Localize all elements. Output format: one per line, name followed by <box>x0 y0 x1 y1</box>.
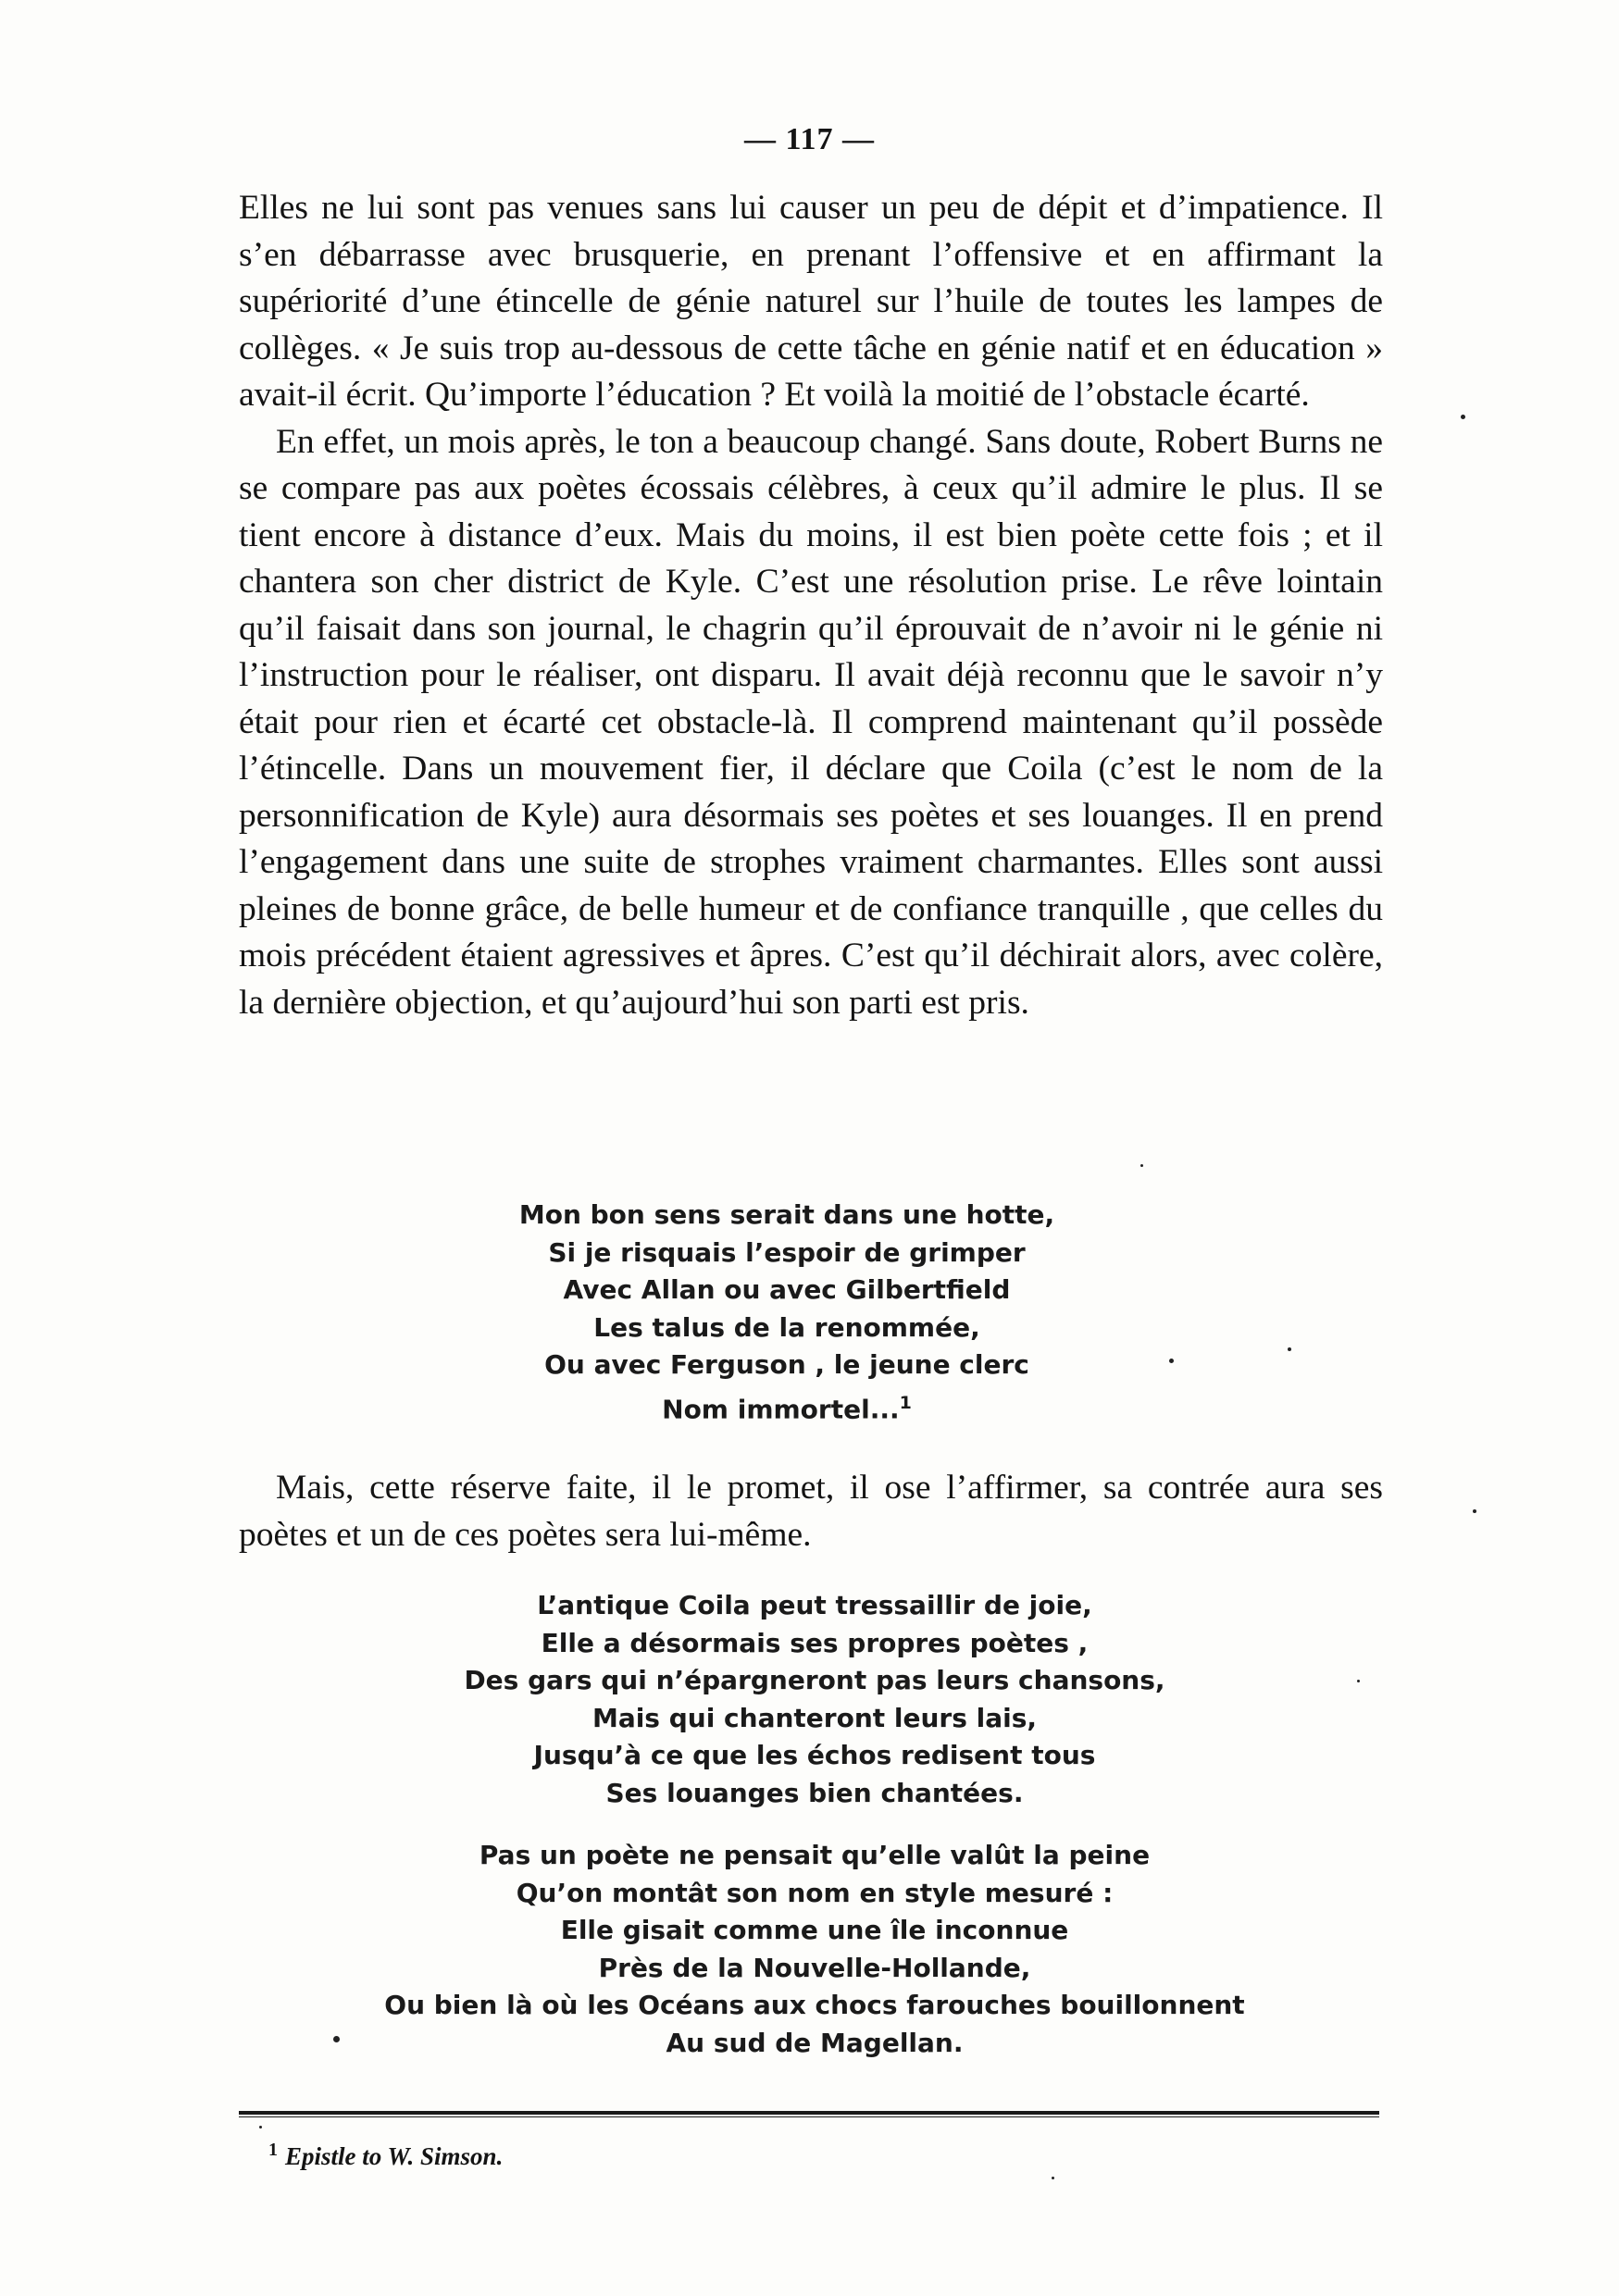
ink-speck <box>1052 2177 1054 2179</box>
verse-line: Avec Allan ou avec Gilbertfield <box>563 1274 1011 1305</box>
ink-speck <box>259 2126 262 2128</box>
verse-line-with-note <box>518 1384 1055 1429</box>
footnote-text: Epistle to W. Simson. <box>285 2142 504 2170</box>
verse-line: Au sud de Magellan. <box>666 2027 964 2058</box>
ink-speck <box>1288 1347 1291 1351</box>
ink-speck <box>1357 1680 1360 1682</box>
verse-line: Si je risquais l’espoir de grimper <box>548 1236 1026 1268</box>
ink-speck <box>1461 415 1465 419</box>
verse-line: Elle gisait comme une île inconnue <box>560 1915 1069 1945</box>
ink-speck <box>1169 1359 1174 1363</box>
main-text <box>239 185 1383 1026</box>
paragraph-1: Elles ne lui sont pas venues sans lui causer un peu de dépit et d’impatience. Il s’en débarrasse avec brusquerie, en prenant l’offensive et en affirmant la supériorité d’une étincelle de génie naturel sur l’huile de toutes les lampes de collèges. « Je suis trop au-dessous de cette tâche en génie natif et en éducation » avait-il écrit. Qu’importe l’éducation ? Et voilà la moitié de l’obstacle écarté. <box>239 189 1383 414</box>
verse-stanza-1 <box>518 1197 1055 1428</box>
page-number: — 117 — <box>743 122 876 156</box>
verse-line: Pas un poète ne pensait qu’elle valût la peine <box>479 1840 1151 1870</box>
footnote-reference[interactable]: 1 <box>899 1392 912 1413</box>
verse-line: Nom immortel... <box>662 1393 900 1424</box>
paragraph-3: Mais, cette réserve faite, il le promet, il ose l’affirmer, sa contrée aura ses poètes et un de ces poètes sera lui-même. <box>239 1469 1383 1554</box>
verse-line: Ou bien là où les Océans aux chocs farouches bouillonnent <box>384 1990 1245 2020</box>
verse-line: Ou avec Ferguson , le jeune clerc <box>544 1349 1029 1380</box>
verse-line: Mais qui chanteront leurs lais, <box>592 1702 1038 1733</box>
verse-line: Elle a désormais ses propres poètes , <box>541 1627 1089 1658</box>
verse-line: Qu’on montât son nom en style mesuré : <box>516 1877 1114 1908</box>
verse-line: Les talus de la renommée, <box>593 1311 980 1343</box>
ink-speck <box>1473 1509 1476 1513</box>
verse-line: Jusqu’à ce que les échos redisent tous <box>533 1740 1096 1770</box>
footnote-mark: 1 <box>268 2140 278 2160</box>
verse-line: Ses louanges bien chantées. <box>605 1777 1024 1808</box>
verse-stanza-3 <box>380 1837 1250 2062</box>
ink-speck <box>333 2036 340 2042</box>
verse-line: L’antique Coila peut tressaillir de joie, <box>537 1590 1092 1620</box>
main-text-continued <box>239 1465 1383 1558</box>
verse-line: Mon bon sens serait dans une hotte, <box>518 1199 1055 1230</box>
footnote <box>268 2140 503 2171</box>
ink-speck <box>1140 1164 1143 1167</box>
paragraph-2: En effet, un mois après, le ton a beaucoup changé. Sans doute, Robert Burns ne se compare pas aux poètes écossais célèbres, à ceux qu’il admire le plus. Il se tient encore à distance d’eux. Mais du moins, il est bien poète cette fois ; et il chantera son cher district de Kyle. C’est une résolution prise. Le rêve lointain qu’il faisait dans son journal, le chagrin qu’il éprouvait de n’avoir ni le génie ni l’instruction pour le réaliser, ont disparu. Il avait déjà reconnu que le savoir n’y était pour rien et écarté cet obstacle-là. Il comprend maintenant qu’il possède l’étincelle. Dans un mouvement fier, il déclare que Coila (c’est le nom de la personnification de Kyle) aura désormais ses poètes et ses louanges. Il en prend l’engagement dans une suite de strophes vraiment charmantes. Elles sont aussi pleines de bonne grâce, de belle humeur et de confiance tranquille , que celles du mois précédent étaient agressives et âpres. C’est qu’il déchirait alors, avec colère, la dernière objection, et qu’aujourd’hui son parti est pris. <box>239 422 1383 1022</box>
verse-line: Près de la Nouvelle-Hollande, <box>598 1952 1031 1983</box>
verse-line: Des gars qui n’épargneront pas leurs chansons, <box>464 1665 1165 1695</box>
footnote-separator <box>239 2111 1379 2117</box>
verse-stanza-2 <box>454 1587 1176 1812</box>
